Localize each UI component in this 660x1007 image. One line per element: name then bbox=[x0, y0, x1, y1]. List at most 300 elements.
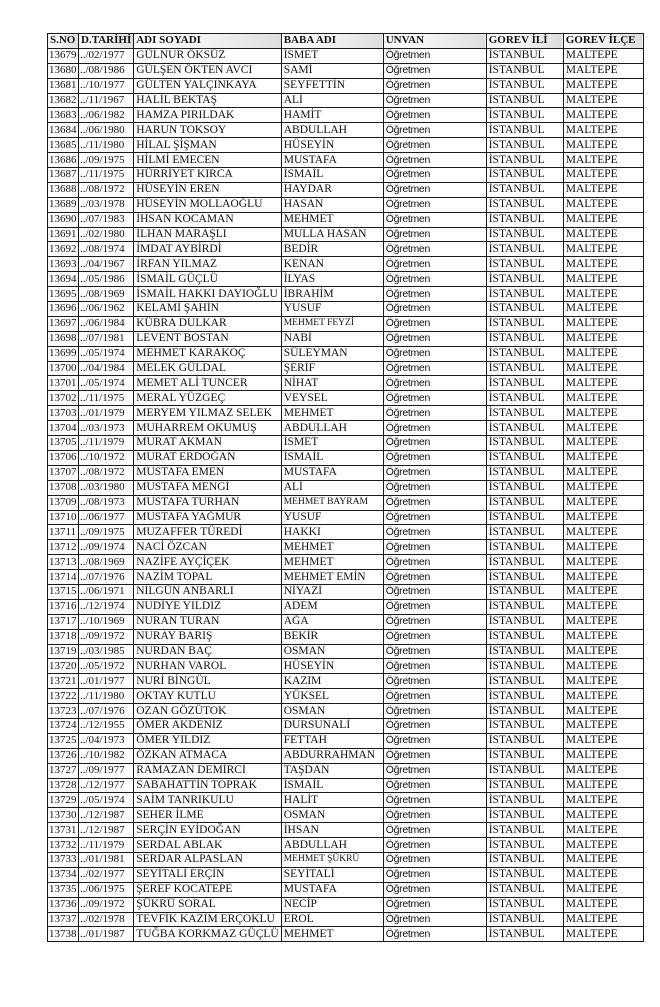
cell-birth-date: ../03/1973 bbox=[79, 421, 134, 436]
cell-birth-date: ../10/1972 bbox=[79, 450, 134, 465]
cell-birth-date: ../01/1977 bbox=[79, 674, 134, 689]
cell-sno: 13697 bbox=[49, 317, 77, 330]
cell-title: Öğretmen bbox=[383, 882, 486, 897]
cell-full-name: MURAT ERDOĞAN bbox=[134, 450, 281, 465]
cell-sno: 13722 bbox=[49, 689, 77, 702]
cell-full-name: NAZİM TOPAL bbox=[134, 570, 281, 585]
table-row bbox=[48, 748, 644, 763]
cell-sno: 13711 bbox=[48, 525, 79, 540]
cell-duty-city: İSTANBUL bbox=[486, 346, 563, 361]
cell-title: Öğretmen bbox=[383, 629, 486, 644]
cell-sno: 13690 bbox=[49, 213, 77, 226]
cell-duty-city: İSTANBUL bbox=[486, 376, 563, 391]
cell-full-name: HÜSEYİN EREN bbox=[134, 182, 281, 197]
cell-duty-city: İSTANBUL bbox=[486, 570, 563, 585]
cell-full-name: ŞEREF KOCATEPE bbox=[134, 882, 281, 897]
cell-title: Öğretmen bbox=[383, 704, 486, 719]
table-row bbox=[48, 302, 644, 317]
cell-birth-date: ../02/1980 bbox=[79, 227, 134, 242]
table-header-row bbox=[48, 34, 644, 49]
cell-sno: 13700 bbox=[49, 362, 77, 375]
cell-duty-district: MALTEPE bbox=[563, 212, 643, 227]
cell-duty-district: MALTEPE bbox=[563, 346, 643, 361]
cell-full-name: HARUN TOKSOY bbox=[134, 123, 281, 138]
cell-birth-date: ../09/1975 bbox=[79, 153, 134, 168]
cell-title: Öğretmen bbox=[383, 78, 486, 93]
cell-full-name: İSMAİL GÜÇLÜ bbox=[134, 272, 281, 287]
cell-duty-district: MALTEPE bbox=[563, 495, 643, 510]
cell-title: Öğretmen bbox=[383, 450, 486, 465]
table-row bbox=[48, 852, 644, 867]
cell-birth-date: ../08/1969 bbox=[79, 287, 134, 302]
cell-title: Öğretmen bbox=[383, 838, 486, 853]
table-row bbox=[48, 242, 644, 257]
cell-duty-district: MALTEPE bbox=[563, 882, 643, 897]
cell-sno: 13732 bbox=[49, 838, 77, 851]
cell-duty-district: MALTEPE bbox=[563, 659, 643, 674]
cell-father-name: MEHMET bbox=[281, 555, 383, 570]
cell-father-name: HAYDAR bbox=[281, 182, 383, 197]
cell-father-name: OSMAN bbox=[281, 808, 383, 823]
cell-birth-date: ../09/1977 bbox=[79, 763, 134, 778]
cell-title: Öğretmen bbox=[383, 540, 486, 555]
table-row bbox=[48, 153, 644, 168]
header-duty-district: GOREV İLÇE bbox=[563, 34, 643, 49]
cell-father-name: MULLA HASAN bbox=[281, 227, 383, 242]
cell-birth-date: ../06/1977 bbox=[79, 510, 134, 525]
cell-father-name: TAŞDAN bbox=[281, 763, 383, 778]
cell-father-name: HAMİT bbox=[281, 108, 383, 123]
cell-sno: 13705 bbox=[49, 436, 77, 449]
cell-title: Öğretmen bbox=[383, 465, 486, 480]
cell-sno: 13715 bbox=[49, 585, 77, 598]
cell-birth-date: ../08/1986 bbox=[79, 63, 134, 78]
table-row bbox=[48, 361, 644, 376]
cell-father-name: MEHMET bbox=[281, 927, 383, 942]
table-row bbox=[48, 927, 644, 942]
cell-duty-city: İSTANBUL bbox=[486, 912, 563, 927]
cell-duty-city: İSTANBUL bbox=[486, 852, 563, 867]
cell-duty-district: MALTEPE bbox=[563, 570, 643, 585]
cell-title: Öğretmen bbox=[383, 212, 486, 227]
cell-duty-district: MALTEPE bbox=[563, 108, 643, 123]
cell-father-name: ŞERİF bbox=[281, 361, 383, 376]
cell-title: Öğretmen bbox=[383, 361, 486, 376]
cell-duty-city: İSTANBUL bbox=[486, 257, 563, 272]
cell-title: Öğretmen bbox=[383, 287, 486, 302]
cell-duty-city: İSTANBUL bbox=[486, 436, 563, 451]
cell-duty-district: MALTEPE bbox=[563, 867, 643, 882]
cell-father-name: NABİ bbox=[281, 331, 383, 346]
cell-father-name: ADEM bbox=[281, 599, 383, 614]
table-row bbox=[48, 540, 644, 555]
table-body bbox=[48, 48, 644, 941]
cell-sno: 13707 bbox=[49, 466, 77, 479]
cell-sno: 13699 bbox=[49, 347, 77, 360]
cell-birth-date: ../03/1978 bbox=[79, 197, 134, 212]
cell-father-name: KENAN bbox=[281, 257, 383, 272]
cell-title: Öğretmen bbox=[383, 168, 486, 183]
cell-father-name: HÜSEYİN bbox=[281, 138, 383, 153]
cell-title: Öğretmen bbox=[383, 555, 486, 570]
table-row bbox=[48, 495, 644, 510]
cell-birth-date: ../07/1976 bbox=[79, 704, 134, 719]
cell-duty-city: İSTANBUL bbox=[486, 272, 563, 287]
cell-title: Öğretmen bbox=[383, 48, 486, 63]
table-row bbox=[48, 138, 644, 153]
cell-father-name: ALİ bbox=[281, 93, 383, 108]
cell-father-name: İSMET bbox=[281, 48, 383, 63]
cell-father-name: ABDULLAH bbox=[281, 123, 383, 138]
cell-title: Öğretmen bbox=[383, 793, 486, 808]
cell-birth-date: ../05/1974 bbox=[79, 376, 134, 391]
cell-full-name: NURİ BİNGÜL bbox=[134, 674, 281, 689]
cell-father-name: OSMAN bbox=[281, 704, 383, 719]
cell-duty-city: İSTANBUL bbox=[486, 331, 563, 346]
cell-father-name: İHSAN bbox=[281, 823, 383, 838]
table-row bbox=[48, 808, 644, 823]
table-row bbox=[48, 674, 644, 689]
cell-duty-city: İSTANBUL bbox=[486, 123, 563, 138]
cell-father-name: VEYSEL bbox=[281, 391, 383, 406]
cell-full-name: LEVENT BOSTAN bbox=[134, 331, 281, 346]
cell-full-name: NAZİFE AYÇİÇEK bbox=[134, 555, 281, 570]
cell-father-name: NİYAZİ bbox=[281, 584, 383, 599]
cell-sno: 13723 bbox=[49, 704, 77, 717]
table-row bbox=[48, 733, 644, 748]
cell-sno: 13698 bbox=[49, 332, 77, 345]
cell-duty-district: MALTEPE bbox=[563, 897, 643, 912]
cell-father-name: İSMAİL bbox=[281, 168, 383, 183]
cell-father-name: DURSUNALİ bbox=[281, 718, 383, 733]
cell-full-name: NURDAN BAÇ bbox=[134, 644, 281, 659]
cell-father-name: SAMİ bbox=[281, 63, 383, 78]
table-row bbox=[48, 570, 644, 585]
cell-full-name: MUSTAFA MENGİ bbox=[134, 480, 281, 495]
cell-duty-city: İSTANBUL bbox=[486, 63, 563, 78]
cell-father-name: İSMAİL bbox=[281, 778, 383, 793]
cell-sno: 13682 bbox=[49, 94, 77, 106]
cell-sno: 13717 bbox=[49, 615, 77, 628]
cell-duty-city: İSTANBUL bbox=[486, 138, 563, 153]
cell-full-name: HALİL BEKTAŞ bbox=[134, 93, 281, 108]
cell-sno: 13706 bbox=[49, 451, 77, 464]
cell-duty-district: MALTEPE bbox=[563, 823, 643, 838]
cell-father-name: MUSTAFA bbox=[281, 882, 383, 897]
cell-duty-district: MALTEPE bbox=[563, 123, 643, 138]
cell-title: Öğretmen bbox=[383, 257, 486, 272]
cell-duty-city: İSTANBUL bbox=[486, 212, 563, 227]
table-row bbox=[48, 555, 644, 570]
cell-duty-district: MALTEPE bbox=[563, 287, 643, 302]
cell-full-name: HİLMİ EMECEN bbox=[134, 153, 281, 168]
cell-full-name: TEVFİK KAZIM ERÇOKLU bbox=[134, 912, 281, 927]
cell-sno: 13720 bbox=[49, 659, 77, 672]
cell-title: Öğretmen bbox=[383, 897, 486, 912]
cell-full-name: İLHAN MARAŞLI bbox=[134, 227, 281, 242]
cell-birth-date: ../02/1977 bbox=[79, 48, 134, 63]
cell-title: Öğretmen bbox=[383, 689, 486, 704]
cell-duty-district: MALTEPE bbox=[563, 733, 643, 748]
cell-duty-city: İSTANBUL bbox=[486, 391, 563, 406]
cell-father-name: ABDULLAH bbox=[281, 838, 383, 853]
cell-duty-city: İSTANBUL bbox=[486, 867, 563, 882]
cell-father-name: YÜKSEL bbox=[281, 689, 383, 704]
cell-full-name: SERÇİN EYİDOĞAN bbox=[134, 823, 281, 838]
cell-title: Öğretmen bbox=[383, 644, 486, 659]
cell-father-name: NECİP bbox=[281, 897, 383, 912]
cell-sno: 13696 bbox=[49, 302, 77, 315]
cell-sno: 13688 bbox=[49, 183, 77, 196]
cell-duty-city: İSTANBUL bbox=[486, 287, 563, 302]
cell-title: Öğretmen bbox=[383, 123, 486, 138]
cell-full-name: SAİM TANRIKULU bbox=[134, 793, 281, 808]
cell-birth-date: ../11/1967 bbox=[79, 93, 134, 108]
table-row bbox=[48, 421, 644, 436]
cell-duty-district: MALTEPE bbox=[563, 525, 643, 540]
cell-full-name: İSMAİL HAKKI DAYIOĞLU bbox=[134, 287, 281, 302]
cell-duty-city: İSTANBUL bbox=[486, 316, 563, 331]
cell-sno: 13683 bbox=[49, 108, 77, 121]
cell-duty-city: İSTANBUL bbox=[486, 793, 563, 808]
cell-sno: 13709 bbox=[49, 496, 77, 509]
table-row bbox=[48, 197, 644, 212]
cell-sno: 13731 bbox=[49, 823, 77, 836]
cell-full-name: ÖMER YILDIZ bbox=[134, 733, 281, 748]
cell-title: Öğretmen bbox=[383, 197, 486, 212]
cell-duty-district: MALTEPE bbox=[563, 361, 643, 376]
cell-birth-date: ../04/1973 bbox=[79, 733, 134, 748]
cell-sno: 13734 bbox=[49, 868, 77, 881]
document-table-container bbox=[47, 33, 644, 942]
cell-sno: 13712 bbox=[49, 540, 77, 553]
cell-sno: 13684 bbox=[49, 123, 77, 136]
cell-duty-city: İSTANBUL bbox=[486, 495, 563, 510]
cell-duty-district: MALTEPE bbox=[563, 316, 643, 331]
cell-duty-city: İSTANBUL bbox=[486, 659, 563, 674]
cell-duty-city: İSTANBUL bbox=[486, 227, 563, 242]
cell-duty-city: İSTANBUL bbox=[486, 733, 563, 748]
cell-father-name: YUSUF bbox=[281, 510, 383, 525]
cell-title: Öğretmen bbox=[383, 912, 486, 927]
header-sno: S.NO bbox=[48, 34, 79, 49]
cell-duty-city: İSTANBUL bbox=[486, 406, 563, 421]
cell-duty-district: MALTEPE bbox=[563, 436, 643, 451]
table-row bbox=[48, 599, 644, 614]
cell-full-name: HÜRRİYET KIRCA bbox=[134, 168, 281, 183]
cell-duty-district: MALTEPE bbox=[563, 540, 643, 555]
cell-duty-district: MALTEPE bbox=[563, 748, 643, 763]
cell-sno: 13718 bbox=[49, 630, 77, 643]
cell-sno: 13681 bbox=[49, 79, 77, 92]
cell-sno: 13730 bbox=[49, 808, 77, 821]
cell-sno: 13704 bbox=[49, 421, 77, 434]
cell-birth-date: ../12/1974 bbox=[79, 599, 134, 614]
table-row bbox=[48, 897, 644, 912]
cell-duty-city: İSTANBUL bbox=[486, 882, 563, 897]
cell-full-name: MELEK GÜLDAL bbox=[134, 361, 281, 376]
cell-duty-district: MALTEPE bbox=[563, 272, 643, 287]
cell-birth-date: ../01/1979 bbox=[79, 406, 134, 421]
cell-title: Öğretmen bbox=[383, 823, 486, 838]
cell-title: Öğretmen bbox=[383, 852, 486, 867]
cell-title: Öğretmen bbox=[383, 495, 486, 510]
header-title: UNVAN bbox=[383, 34, 486, 49]
cell-duty-city: İSTANBUL bbox=[486, 897, 563, 912]
table-row bbox=[48, 867, 644, 882]
cell-duty-district: MALTEPE bbox=[563, 510, 643, 525]
cell-duty-district: MALTEPE bbox=[563, 599, 643, 614]
cell-father-name: MUSTAFA bbox=[281, 153, 383, 168]
cell-full-name: SERDAL ABLAK bbox=[134, 838, 281, 853]
cell-title: Öğretmen bbox=[383, 659, 486, 674]
cell-duty-city: İSTANBUL bbox=[486, 525, 563, 540]
cell-duty-city: İSTANBUL bbox=[486, 48, 563, 63]
table-row bbox=[48, 316, 644, 331]
cell-birth-date: ../10/1977 bbox=[79, 78, 134, 93]
cell-duty-city: İSTANBUL bbox=[486, 465, 563, 480]
table-row bbox=[48, 465, 644, 480]
cell-birth-date: ../03/1985 bbox=[79, 644, 134, 659]
cell-sno: 13714 bbox=[49, 570, 77, 583]
cell-duty-district: MALTEPE bbox=[563, 852, 643, 867]
cell-birth-date: ../02/1977 bbox=[79, 867, 134, 882]
cell-duty-city: İSTANBUL bbox=[486, 421, 563, 436]
cell-duty-district: MALTEPE bbox=[563, 793, 643, 808]
cell-full-name: SEHER İLME bbox=[134, 808, 281, 823]
cell-full-name: İMDAT AYBİRDİ bbox=[134, 242, 281, 257]
cell-sno: 13738 bbox=[49, 927, 77, 940]
cell-duty-district: MALTEPE bbox=[563, 689, 643, 704]
cell-birth-date: ../12/1987 bbox=[79, 808, 134, 823]
cell-title: Öğretmen bbox=[383, 182, 486, 197]
table-row bbox=[48, 614, 644, 629]
cell-birth-date: ../12/1977 bbox=[79, 778, 134, 793]
cell-duty-city: İSTANBUL bbox=[486, 704, 563, 719]
cell-sno: 13721 bbox=[49, 674, 77, 687]
cell-duty-city: İSTANBUL bbox=[486, 361, 563, 376]
cell-full-name: SABAHATTİN TOPRAK bbox=[134, 778, 281, 793]
cell-title: Öğretmen bbox=[383, 406, 486, 421]
cell-full-name: MERYEM YILMAZ SELEK bbox=[134, 406, 281, 421]
cell-sno: 13716 bbox=[49, 600, 77, 613]
cell-title: Öğretmen bbox=[383, 778, 486, 793]
cell-birth-date: ../10/1969 bbox=[79, 614, 134, 629]
cell-full-name: MUZAFFER TÜREDİ bbox=[134, 525, 281, 540]
cell-title: Öğretmen bbox=[383, 108, 486, 123]
cell-duty-city: İSTANBUL bbox=[486, 927, 563, 942]
cell-sno: 13729 bbox=[49, 793, 77, 806]
cell-title: Öğretmen bbox=[383, 599, 486, 614]
table-row bbox=[48, 763, 644, 778]
table-row bbox=[48, 584, 644, 599]
cell-title: Öğretmen bbox=[383, 346, 486, 361]
cell-full-name: MUSTAFA TURHAN bbox=[134, 495, 281, 510]
table-row bbox=[48, 480, 644, 495]
table-row bbox=[48, 718, 644, 733]
cell-sno: 13685 bbox=[49, 138, 77, 151]
cell-duty-district: MALTEPE bbox=[563, 838, 643, 853]
cell-sno: 13710 bbox=[49, 510, 77, 523]
cell-birth-date: ../07/1981 bbox=[79, 331, 134, 346]
cell-duty-district: MALTEPE bbox=[563, 78, 643, 93]
cell-sno: 13703 bbox=[49, 406, 77, 419]
cell-title: Öğretmen bbox=[383, 927, 486, 942]
cell-duty-city: İSTANBUL bbox=[486, 674, 563, 689]
table-row bbox=[48, 406, 644, 421]
table-row bbox=[48, 912, 644, 927]
cell-father-name: ALİ bbox=[281, 480, 383, 495]
table-row bbox=[48, 823, 644, 838]
cell-duty-district: MALTEPE bbox=[563, 406, 643, 421]
cell-title: Öğretmen bbox=[383, 93, 486, 108]
cell-duty-city: İSTANBUL bbox=[486, 718, 563, 733]
table-row bbox=[48, 257, 644, 272]
cell-duty-district: MALTEPE bbox=[563, 704, 643, 719]
cell-full-name: SERDAR ALPASLAN bbox=[134, 852, 281, 867]
cell-title: Öğretmen bbox=[383, 584, 486, 599]
cell-full-name: KÜBRA DULKAR bbox=[134, 316, 281, 331]
cell-birth-date: ../12/1987 bbox=[79, 823, 134, 838]
cell-father-name: FETTAH bbox=[281, 733, 383, 748]
cell-duty-district: MALTEPE bbox=[563, 927, 643, 942]
cell-duty-district: MALTEPE bbox=[563, 376, 643, 391]
cell-father-name: MUSTAFA bbox=[281, 465, 383, 480]
cell-father-name: YUSUF bbox=[281, 302, 383, 317]
cell-duty-city: İSTANBUL bbox=[486, 302, 563, 317]
cell-father-name: BEDİR bbox=[281, 242, 383, 257]
cell-father-name: MEHMET bbox=[281, 540, 383, 555]
table-row bbox=[48, 108, 644, 123]
table-row bbox=[48, 212, 644, 227]
cell-birth-date: ../06/1984 bbox=[79, 316, 134, 331]
cell-sno: 13692 bbox=[49, 242, 77, 255]
table-row bbox=[48, 644, 644, 659]
table-row bbox=[48, 182, 644, 197]
cell-birth-date: ../03/1980 bbox=[79, 480, 134, 495]
cell-title: Öğretmen bbox=[383, 421, 486, 436]
cell-duty-district: MALTEPE bbox=[563, 302, 643, 317]
cell-birth-date: ../09/1972 bbox=[79, 629, 134, 644]
cell-duty-district: MALTEPE bbox=[563, 138, 643, 153]
cell-full-name: RAMAZAN DEMİRCİ bbox=[134, 763, 281, 778]
cell-birth-date: ../02/1978 bbox=[79, 912, 134, 927]
header-duty-city: GOREV İLİ bbox=[486, 34, 563, 49]
cell-birth-date: ../06/1982 bbox=[79, 108, 134, 123]
cell-birth-date: ../09/1972 bbox=[79, 897, 134, 912]
cell-father-name: HAKKI bbox=[281, 525, 383, 540]
cell-title: Öğretmen bbox=[383, 63, 486, 78]
cell-father-name: HÜSEYİN bbox=[281, 659, 383, 674]
cell-full-name: ÖZKAN ATMACA bbox=[134, 748, 281, 763]
cell-title: Öğretmen bbox=[383, 614, 486, 629]
cell-sno: 13679 bbox=[49, 49, 77, 62]
cell-duty-district: MALTEPE bbox=[563, 227, 643, 242]
cell-title: Öğretmen bbox=[383, 376, 486, 391]
cell-duty-city: İSTANBUL bbox=[486, 168, 563, 183]
cell-duty-district: MALTEPE bbox=[563, 391, 643, 406]
cell-father-name: NİHAT bbox=[281, 376, 383, 391]
cell-sno: 13724 bbox=[49, 719, 77, 732]
cell-duty-city: İSTANBUL bbox=[486, 584, 563, 599]
cell-sno: 13713 bbox=[49, 555, 77, 568]
cell-birth-date: ../11/1980 bbox=[79, 138, 134, 153]
cell-full-name: SEYİTALİ ERÇİN bbox=[134, 867, 281, 882]
cell-title: Öğretmen bbox=[383, 748, 486, 763]
cell-title: Öğretmen bbox=[383, 480, 486, 495]
cell-duty-city: İSTANBUL bbox=[486, 599, 563, 614]
cell-birth-date: ../06/1975 bbox=[79, 882, 134, 897]
